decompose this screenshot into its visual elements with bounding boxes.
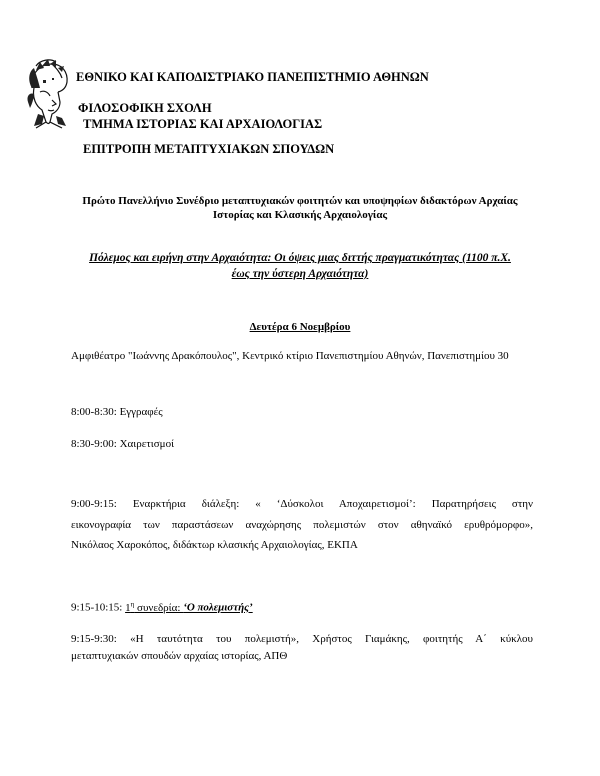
opening-lecture-line2: εικονογραφία των παραστάσεων αναχώρησης πολεμιστών στον αθηναϊκό ερυθρόμορφο», bbox=[71, 519, 533, 531]
opening-lecture-line1: 9:00-9:15: Εναρκτήρια διάλεξη: « ‘Δύσκολοι Αποχαιρετισμοί’: Παρατηρήσεις στην bbox=[71, 498, 533, 510]
talk1-line2: μεταπτυχιακών σπουδών αρχαίας ιστορίας, ΑΠΘ bbox=[71, 650, 288, 662]
university-name: ΕΘΝΙΚΟ ΚΑΙ ΚΑΠΟΔΙΣΤΡΙΑΚΟ ΠΑΝΕΠΙΣΤΗΜΙΟ ΑΘΗΝΩΝ bbox=[76, 70, 429, 84]
talk1-line1: 9:15-9:30: «Η ταυτότητα του πολεμιστή», Χρήστος Γιαμάκης, φοιτητής Α΄ κύκλου bbox=[71, 633, 533, 645]
committee-name: ΕΠΙΤΡΟΠΗ ΜΕΤΑΠΤΥΧΙΑΚΩΝ ΣΠΟΥΔΩΝ bbox=[83, 142, 335, 156]
session-title: ‘Ο πολεμιστής’ bbox=[183, 601, 253, 614]
schedule-registration: 8:00-8:30: Εγγραφές bbox=[71, 406, 163, 418]
conference-theme-line1: Πόλεμος και ειρήνη στην Αρχαιότητα: Οι όψεις μιας διττής πραγματικότητας (1100 π.Χ. bbox=[89, 252, 511, 264]
session-number: $1^\eta$ συνεδρία: bbox=[125, 600, 184, 614]
school-name: ΦΙΛΟΣΟΦΙΚΗ ΣΧΟΛΗ bbox=[78, 101, 212, 115]
department-name: ΤΜΗΜΑ ΙΣΤΟΡΙΑΣ ΚΑΙ ΑΡΧΑΙΟΛΟΓΙΑΣ bbox=[83, 117, 323, 131]
conference-title-line2: Ιστορίας και Κλασικής Αρχαιολογίας bbox=[212, 209, 388, 221]
session-time: 9:15-10:15: bbox=[71, 601, 126, 614]
venue: Αμφιθέατρο "Ιωάννης Δρακόπουλος", Κεντρικό κτίριο Πανεπιστημίου Αθηνών, Πανεπιστημίου 30 bbox=[71, 350, 509, 362]
university-logo bbox=[22, 58, 72, 130]
conference-theme-line2: έως την ύστερη Αρχαιότητα) bbox=[231, 268, 369, 280]
schedule-greetings: 8:30-9:00: Χαιρετισμοί bbox=[71, 438, 175, 450]
session-heading bbox=[71, 600, 253, 614]
conference-title-line1: Πρώτο Πανελλήνιο Συνέδριο μεταπτυχιακών φοιτητών και υποψηφίων διδακτόρων Αρχαίας bbox=[82, 195, 518, 207]
day-title: Δευτέρα 6 Νοεμβρίου bbox=[249, 321, 351, 333]
opening-lecture-line3: Νικόλαος Χαροκόπος, διδάκτωρ κλασικής Αρχαιολογίας, ΕΚΠΑ bbox=[71, 539, 358, 551]
